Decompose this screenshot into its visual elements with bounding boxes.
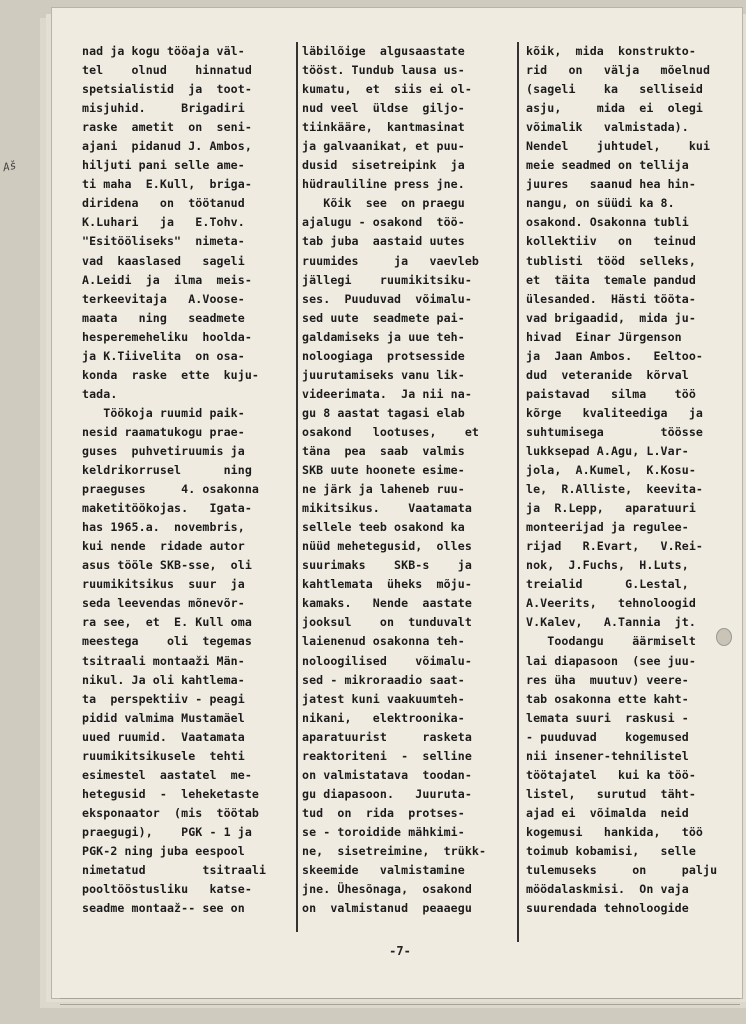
text-line: uued ruumid. Vaatamata [82, 729, 245, 744]
text-line: vad kaaslased sageli [82, 253, 245, 268]
text-line: - puuduvad kogemused [526, 729, 689, 744]
text-line: tel olnud hinnatud [82, 63, 252, 78]
text-line: tööst. Tundub lausa us- [302, 63, 465, 78]
text-line: jne. Ühesõnaga, osakond [302, 882, 472, 897]
text-line: ja galvaanikat, et puu- [302, 139, 465, 154]
text-line: meestega oli tegemas [82, 634, 252, 649]
text-line: vad brigaadid, mida ju- [526, 310, 696, 325]
text-line: läbilõige algusaastate [302, 44, 465, 58]
text-line: tab juba aastaid uutes [302, 234, 465, 249]
text-line: terkeevitaja A.Voose- [82, 291, 245, 306]
text-line: ti maha E.Kull, briga- [82, 177, 252, 192]
text-line: hesperemeheliku hoolda- [82, 329, 252, 344]
text-line: ne järk ja laheneb ruu- [302, 482, 465, 497]
text-line: maata ning seadmete [82, 310, 245, 325]
text-line: raske ametit on seni- [82, 120, 252, 135]
text-line: osakond lootuses, et [302, 424, 480, 439]
text-line: tublisti tööd selleks, [526, 253, 696, 268]
text-line: juurutamiseks vanu lik- [302, 367, 465, 382]
text-line: nii insener-tehnilistel [526, 748, 689, 763]
text-line: aparatuurist rasketa [302, 729, 472, 744]
text-line: guses puhvetiruumis ja [82, 443, 245, 458]
text-line: ajad ei võimalda neid [526, 805, 689, 820]
text-line: jatest kuni vaakuumteh- [302, 691, 465, 706]
text-line: lukksepad A.Agu, L.Var- [526, 443, 689, 458]
text-line: sellele teeb osakond ka [302, 520, 465, 535]
text-line: A.Veerits, tehnoloogid [526, 596, 696, 611]
text-line: rijad R.Evart, V.Rei- [526, 539, 704, 554]
text-line: gu diapasoon. Juuruta- [302, 786, 472, 801]
text-line: ajani pidanud J. Ambos, [82, 139, 252, 154]
text-line: lemata suuri raskusi - [526, 710, 689, 725]
text-line: V.Kalev, A.Tannia jt. [526, 615, 696, 630]
text-line: "Esitööliseks" nimeta- [82, 234, 245, 249]
text-line: monteerijad ja reguleе- [526, 520, 689, 535]
text-line: kõik, mida konstrukto- [526, 44, 696, 58]
punch-hole [716, 628, 732, 646]
text-line: lai diapasoon (see juu- [526, 653, 696, 668]
text-line: SKB uute hoonete esime- [302, 463, 465, 478]
text-line: nikani, elektroonika- [302, 710, 465, 725]
text-line: et täita temale pandud [526, 272, 696, 287]
text-line: galdamiseks ja uue teh- [302, 329, 465, 344]
text-line: ra see, et E. Kull oma [82, 615, 252, 630]
text-line: A.Leidi ja ilma meis- [82, 272, 252, 287]
text-line: has 1965.a. novembris, [82, 520, 245, 535]
page-edge [60, 1004, 740, 1005]
text-line: kui nende ridade autor [82, 539, 245, 554]
text-line: se - toroidide mähkimi- [302, 824, 465, 839]
text-line: esimestel aastatel me- [82, 767, 252, 782]
text-line: res üha muutuv) veere- [526, 672, 689, 687]
text-line: laienenud osakonna teh- [302, 634, 465, 649]
text-line: hetegusid - leheketaste [82, 786, 260, 801]
text-line: tulemuseks on palju [526, 863, 718, 878]
text-line: täna pea saab valmis [302, 443, 465, 458]
text-line: treialid G.Lestal, [526, 577, 689, 592]
text-line: spetsialistid ja toot- [82, 82, 252, 97]
text-line: Töökoja ruumid paik- [82, 405, 245, 420]
text-line: ruumikitsikusele tehti [82, 748, 245, 763]
text-line: dud veteranide kõrval [526, 367, 689, 382]
text-line: praegugi), PGK - 1 ja [82, 824, 252, 839]
text-line: asus tööle SKB-sse, oli [82, 558, 252, 573]
text-line: listel, surutud täht- [526, 786, 696, 801]
column-divider [517, 42, 519, 942]
text-line: reaktoriteni - selline [302, 748, 472, 763]
text-line: kumatu, et siis ei ol- [302, 82, 472, 97]
text-line: diridena on töötanud [82, 196, 245, 211]
text-line: tab osakonna ette kaht- [526, 691, 689, 706]
text-line: ne, sisetreimine, trükk- [302, 843, 487, 858]
text-line: suurimaks SKB-s ja [302, 558, 472, 573]
text-line: tiinkääre, kantmasinat [302, 120, 465, 135]
text-line: möödalaskmisi. On vaja [526, 882, 689, 897]
text-line: videerimata. Ja nii na- [302, 386, 472, 401]
text-line: dusid sisetreipink ja [302, 158, 465, 173]
text-line: seadme montaaž-- see on [82, 901, 245, 916]
text-line: ses. Puuduvad võimalu- [302, 291, 472, 306]
text-line: (sageli ka selliseid [526, 82, 704, 97]
text-line: K.Luhari ja E.Tohv. [82, 215, 245, 230]
text-line: suhtumisega töösse [526, 424, 704, 439]
text-line: pidid valmima Mustamäel [82, 710, 245, 725]
text-column-2 [302, 42, 512, 918]
text-line: maketitöökojas. Igata- [82, 501, 252, 516]
text-line: sed uute seadmete pai- [302, 310, 465, 325]
text-line: tada. [82, 386, 118, 401]
text-line: on valmistatava toodan- [302, 767, 472, 782]
text-line: ja R.Lepp, aparatuuri [526, 501, 696, 516]
text-line: ülesanded. Hästi tööta- [526, 291, 696, 306]
text-line: nüüd mehetegusid, olles [302, 539, 472, 554]
text-line: PGK-2 ning juba eespool [82, 843, 245, 858]
text-line: kahtlemata üheks mõju- [302, 577, 472, 592]
text-line: gu 8 aastat tagasi elab [302, 405, 465, 420]
text-line: töötajatel kui ka töö- [526, 767, 696, 782]
text-line: ruumikitsikus suur ja [82, 577, 245, 592]
text-line: toimub kobamisi, selle [526, 843, 696, 858]
margin-handwriting: Aš [1, 158, 18, 175]
text-line: tud on rida protses- [302, 805, 465, 820]
text-line: paistavad silma töö [526, 386, 696, 401]
text-line: rid on välja mõelnud [526, 63, 711, 78]
text-line: Kõik see on praegu [302, 196, 465, 211]
text-line: tsitraali montaaži Män- [82, 653, 245, 668]
text-line: ruumides ja vaevleb [302, 253, 480, 268]
page-number: -7- [389, 944, 411, 958]
text-line: mikitsikus. Vaatamata [302, 501, 472, 516]
text-line: on valmistanud peaaegu [302, 901, 472, 916]
text-line: misjuhid. Brigadiri [82, 101, 245, 116]
text-line: nad ja kogu tööaja väl- [82, 44, 245, 58]
text-column-3 [526, 42, 734, 918]
text-line: skeemide valmistamine [302, 863, 465, 878]
text-line: ja Jaan Ambos. Eeltoo- [526, 348, 704, 363]
text-line: nangu, on süüdi ka 8. [526, 196, 675, 211]
text-line: ajalugu - osakond töö- [302, 215, 465, 230]
text-line: nesid raamatukogu prae- [82, 424, 245, 439]
text-line: kollektiiv on teinud [526, 234, 696, 249]
text-column-1 [82, 42, 294, 918]
text-line: noloogiaga protsesside [302, 348, 465, 363]
text-line: nimetatud tsitraali [82, 863, 267, 878]
text-line: Toodangu äärmiselt [526, 634, 696, 649]
text-line: jola, A.Kumel, K.Kosu- [526, 463, 696, 478]
text-line: juures saanud hea hin- [526, 177, 696, 192]
text-line: keldrikorrusel ning [82, 463, 252, 478]
text-line: asju, mida ei olegi [526, 101, 704, 116]
text-line: hiljuti pani selle ame- [82, 158, 245, 173]
page-edge [60, 998, 740, 999]
text-line: pooltööstusliku katse- [82, 882, 252, 897]
text-line: nikul. Ja oli kahtlema- [82, 672, 245, 687]
text-line: jooksul on tunduvalt [302, 615, 472, 630]
text-line: kamaks. Nende aastate [302, 596, 472, 611]
text-line: nud veel üldse giljo- [302, 101, 465, 116]
text-line: kogemusi hankida, töö [526, 824, 704, 839]
text-line: eksponaator (mis töötab [82, 805, 260, 820]
text-line: osakond. Osakonna tubli [526, 215, 689, 230]
text-line: ja K.Tiivelita on osa- [82, 348, 245, 363]
text-line: kõrge kvaliteediga ja [526, 405, 704, 420]
text-line: nok, J.Fuchs, H.Luts, [526, 558, 689, 573]
text-line: Nendel juhtudel, kui [526, 139, 711, 154]
column-divider [296, 42, 298, 932]
text-line: hüdrauliline press jne. [302, 177, 465, 192]
text-line: seda leevendas mõnevõr- [82, 596, 245, 611]
text-line: võimalik valmistada). [526, 120, 689, 135]
text-line: noloogilised võimalu- [302, 653, 472, 668]
text-line: sed - mikroraadio saat- [302, 672, 465, 687]
text-line: konda raske ette kuju- [82, 367, 260, 382]
text-line: meie seadmed on tellija [526, 158, 689, 173]
text-line: le, R.Alliste, keevita- [526, 482, 704, 497]
text-line: hivad Einar Jürgenson [526, 329, 682, 344]
text-line: ta perspektiiv - peagi [82, 691, 245, 706]
text-line: praeguses 4. osakonna [82, 482, 260, 497]
text-line: jällegi ruumikitsiku- [302, 272, 472, 287]
text-line: suurendada tehnoloogide [526, 901, 689, 916]
